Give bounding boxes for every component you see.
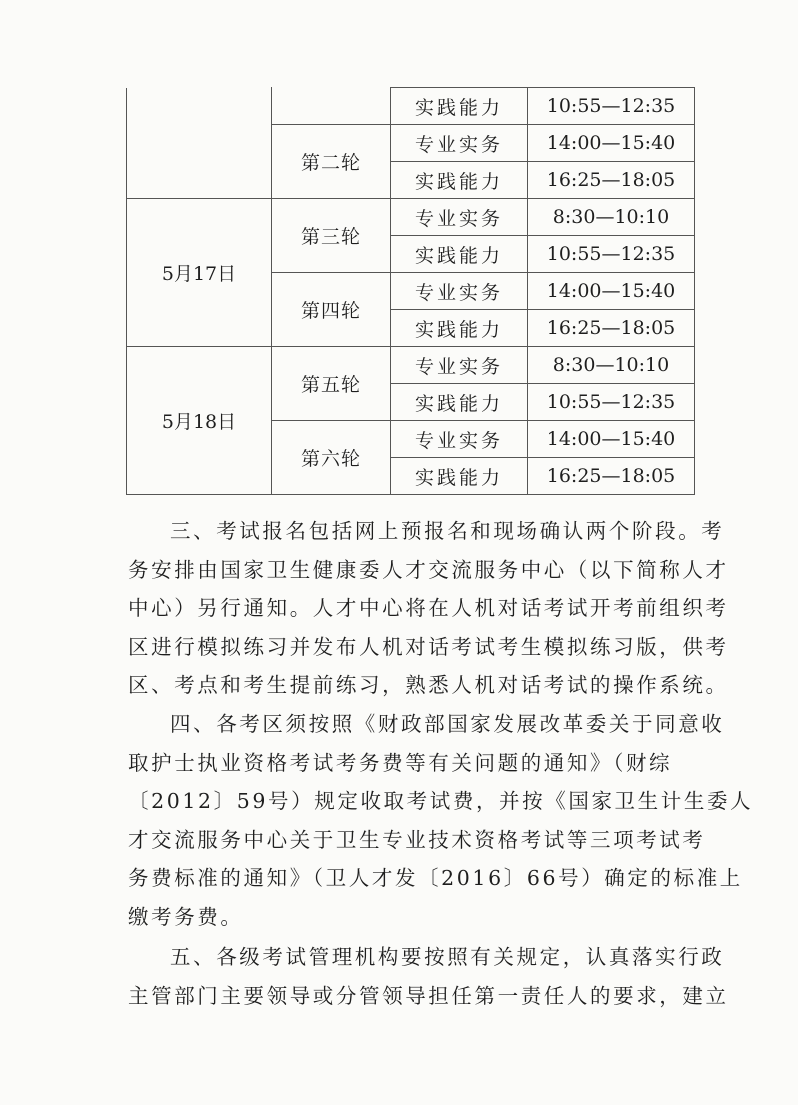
paragraph-line: 缴考务费。 <box>128 904 244 929</box>
subject-cell: 实践能力 <box>391 310 528 347</box>
paragraph-line: 务费标准的通知》（卫人才发〔2016〕66号）确定的标准上 <box>128 866 743 891</box>
subject-cell: 实践能力 <box>391 236 528 273</box>
table-row <box>127 199 695 236</box>
time-cell: 8:30—10:10 <box>528 199 695 236</box>
round-cell: 第六轮 <box>272 421 391 495</box>
time-cell: 8:30—10:10 <box>528 347 695 384</box>
paragraph-line: 才交流服务中心关于卫生专业技术资格考试等三项考试考 <box>128 827 706 852</box>
paragraph-line: 四、各考区须按照《财政部国家发展改革委关于同意收 <box>170 712 725 736</box>
time-cell: 14:00—15:40 <box>528 421 695 458</box>
subject-cell: 专业实务 <box>391 273 528 310</box>
subject-cell: 专业实务 <box>391 125 528 162</box>
paragraph-line: 三、考试报名包括网上预报名和现场确认两个阶段。考 <box>170 519 725 543</box>
date-cell: 5月17日 <box>127 199 272 347</box>
subject-cell: 专业实务 <box>391 421 528 458</box>
subject-cell: 实践能力 <box>391 88 528 125</box>
paragraph-line: 〔2012〕59号）规定收取考试费，并按《国家卫生计生委人 <box>128 789 754 814</box>
table-row <box>127 88 695 125</box>
round-cell: 第四轮 <box>272 273 391 347</box>
subject-cell: 实践能力 <box>391 458 528 495</box>
round-cell: 第五轮 <box>272 347 391 421</box>
paragraph-line: 区进行模拟练习并发布人机对话考试考生模拟练习版，供考 <box>128 634 729 659</box>
time-cell: 16:25—18:05 <box>528 162 695 199</box>
time-cell: 14:00—15:40 <box>528 125 695 162</box>
time-cell: 10:55—12:35 <box>528 236 695 273</box>
date-cell <box>127 88 272 199</box>
paragraph-fees <box>128 705 754 937</box>
time-cell: 16:25—18:05 <box>528 458 695 495</box>
table-row <box>127 347 695 384</box>
subject-cell: 专业实务 <box>391 199 528 236</box>
round-cell: 第三轮 <box>272 199 391 273</box>
date-cell: 5月18日 <box>127 347 272 495</box>
paragraph-line: 务安排由国家卫生健康委人才交流服务中心（以下简称人才 <box>128 557 729 582</box>
paragraph-line: 取护士执业资格考试考务费等有关问题的通知》（财综 <box>128 750 673 775</box>
paragraph-registration <box>128 512 729 705</box>
paragraph-line: 主管部门主要领导或分管领导担任第一责任人的要求，建立 <box>128 983 729 1008</box>
time-cell: 14:00—15:40 <box>528 273 695 310</box>
round-cell <box>272 88 391 125</box>
subject-cell: 专业实务 <box>391 347 528 384</box>
subject-cell: 实践能力 <box>391 384 528 421</box>
time-cell: 10:55—12:35 <box>528 384 695 421</box>
round-cell: 第二轮 <box>272 125 391 199</box>
paragraph-management <box>128 938 729 1015</box>
subject-cell: 实践能力 <box>391 162 528 199</box>
paragraph-line: 中心）另行通知。人才中心将在人机对话考试开考前组织考 <box>128 596 729 621</box>
time-cell: 16:25—18:05 <box>528 310 695 347</box>
exam-schedule-table <box>126 87 695 495</box>
paragraph-line: 区、考点和考生提前练习，熟悉人机对话考试的操作系统。 <box>128 673 729 698</box>
paragraph-line: 五、各级考试管理机构要按照有关规定，认真落实行政 <box>170 945 725 969</box>
time-cell: 10:55—12:35 <box>528 88 695 125</box>
